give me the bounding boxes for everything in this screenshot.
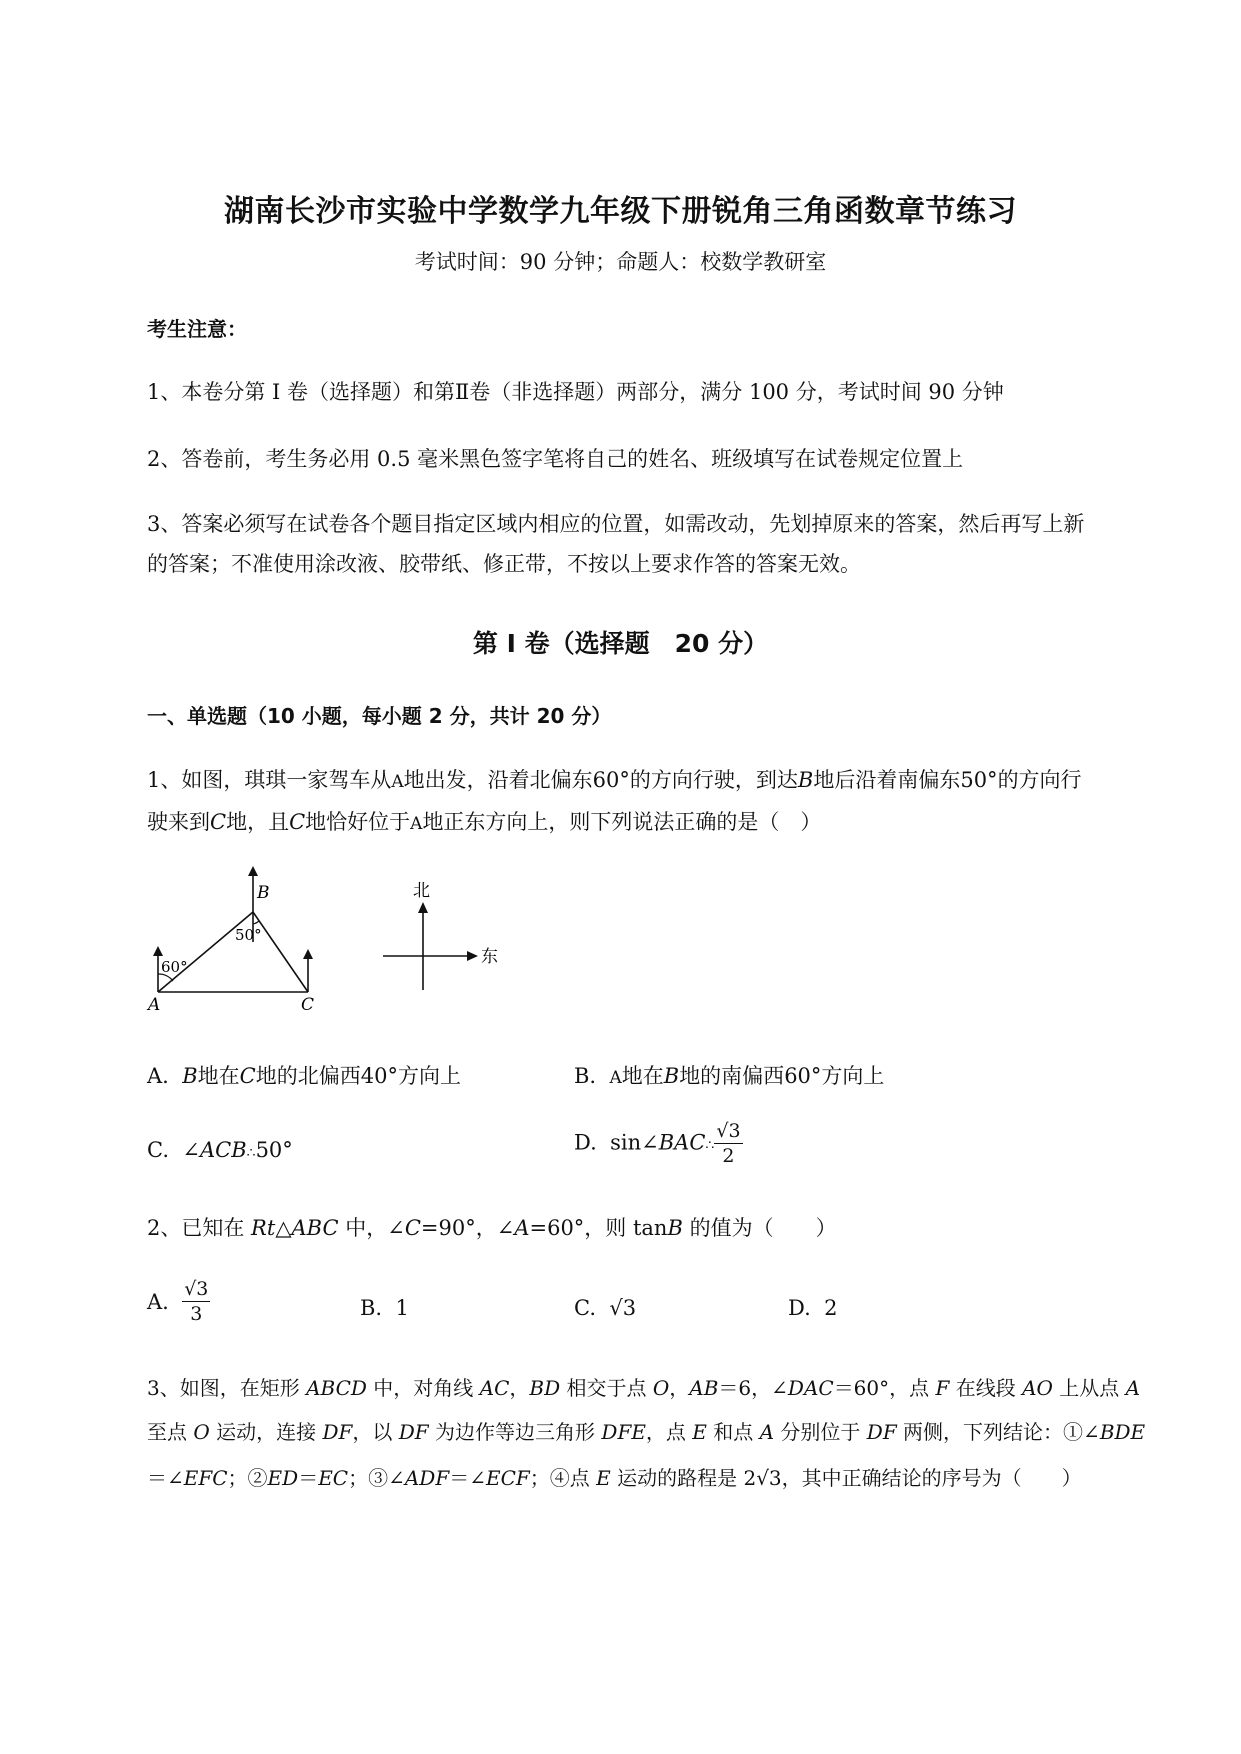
- q2-option-b[interactable]: B. 1: [360, 1296, 409, 1320]
- compass-east-arrow-icon: [467, 951, 478, 961]
- north-arrow-c-icon: [303, 949, 313, 959]
- notice-heading: 考生注意：: [147, 317, 247, 341]
- north-arrow-a-icon: [153, 946, 163, 956]
- notice-item-1: 1、本卷分第 I 卷（选择题）和第Ⅱ卷（非选择题）两部分，满分 100 分，考试时间 90 分钟: [147, 380, 1004, 404]
- q2-option-d[interactable]: D. 2: [788, 1296, 838, 1320]
- north-arrow-b-icon: [248, 866, 258, 876]
- notice-item-3: 3、答案必须写在试卷各个题目指定区域内相应的位置，如需改动，先划掉原来的答案，然后再写上新: [147, 512, 1085, 536]
- part-heading: 一、单选题（10 小题，每小题 2 分，共计 20 分）: [147, 704, 612, 728]
- q1-line-2: 驶来到C地，且C地恰好位于A地正东方向上，则下列说法正确的是（ ）: [147, 810, 822, 834]
- q1-option-a[interactable]: A. B地在C地的北偏西40°方向上: [147, 1064, 461, 1088]
- label-point-b: B: [257, 883, 270, 903]
- angle-50-arc: [253, 921, 259, 924]
- segment-bc: [253, 912, 308, 992]
- label-point-a: A: [148, 995, 161, 1010]
- q1-option-c[interactable]: C. ∠ACB∴50°: [147, 1138, 293, 1162]
- q2-option-c[interactable]: C. √3: [574, 1296, 637, 1320]
- compass-north-arrow-icon: [418, 902, 428, 913]
- label-east: 东: [481, 947, 498, 967]
- notice-item-3-continued: 的答案；不准使用涂改液、胶带纸、修正带，不按以上要求作答的答案无效。: [147, 552, 861, 576]
- notice-item-2: 2、答卷前，考生务必用 0.5 毫米黑色签字笔将自己的姓名、班级填写在试卷规定位置上: [147, 447, 964, 471]
- label-point-c: C: [301, 995, 315, 1010]
- q2-option-a[interactable]: A. $\frac{√3}{3}$: [147, 1278, 209, 1325]
- label-angle-50: 50°: [235, 926, 262, 944]
- q2-stem: 2、已知在 Rt△ABC 中，∠C=90°，∠A=60°，则 tanB 的值为（ ）: [147, 1216, 837, 1240]
- q3-line-2: 至点 O 运动，连接 DF，以 DF 为边作等边三角形 DFE，点 E 和点 A 分别位于 DF 两侧，下列结论：①∠BDE: [147, 1420, 1146, 1444]
- q3-line-1: 3、如图，在矩形 ABCD 中，对角线 AC，BD 相交于点 O，AB＝6，∠DAC＝60°，点 F 在线段 AO 上从点 A: [147, 1376, 1141, 1400]
- page-title: 湖南长沙市实验中学数学九年级下册锐角三角函数章节练习: [224, 194, 1017, 229]
- label-north: 北: [413, 881, 430, 901]
- exam-info: 考试时间：90 分钟；命题人：校数学教研室: [414, 250, 827, 274]
- q1-line-1: 1、如图，琪琪一家驾车从A地出发，沿着北偏东60°的方向行驶，到达B地后沿着南偏东50°的方向行: [147, 768, 1082, 792]
- q1-figure: [140, 860, 520, 1010]
- q1-option-b[interactable]: B. A地在B地的南偏西60°方向上: [574, 1064, 885, 1088]
- fraction-sqrt3-over-3: $\frac{√3}{3}$: [184, 1278, 209, 1325]
- q1-option-d[interactable]: D. sin∠BAC∴ $\frac{√3}{2}$: [574, 1120, 741, 1167]
- label-angle-60: 60°: [161, 958, 188, 976]
- section-title: 第 I 卷（选择题 20 分）: [472, 629, 769, 658]
- fraction-sqrt3-over-2: $\frac{√3}{2}$: [716, 1120, 741, 1167]
- q3-line-3: ＝∠EFC；②ED＝EC；③∠ADF＝∠ECF；④点 E 运动的路程是 2√3，其中正确结论的序号为（ ）: [147, 1466, 1082, 1490]
